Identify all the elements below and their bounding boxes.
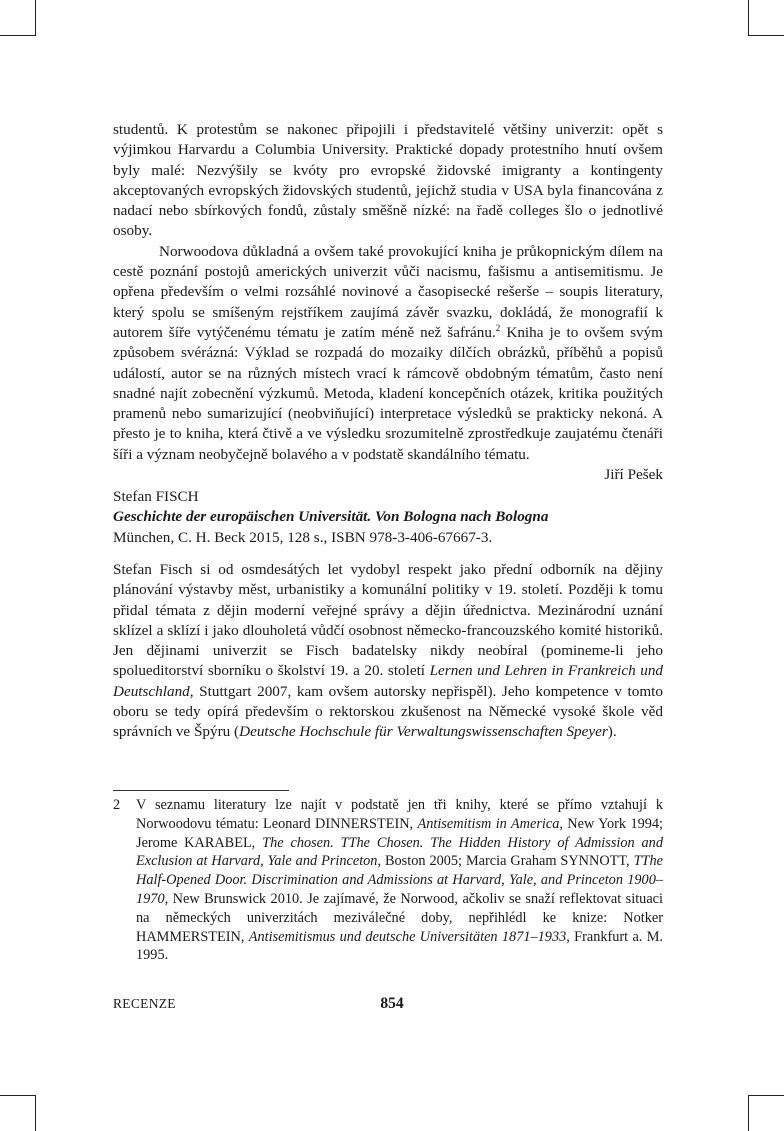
paragraph-text: Norwoodova důkladná a ovšem také provokující kniha je průkopnickým dílem na cestě poznání postojů amerických univerzit vůči nacismu, fašismu a antisemitismu. Je opřena především o velmi rozsáhlé novinové a časopisecké rešerše – soupis literatury, který spolu se smíšeným rejstříkem zaujímá závěr svazku, dokládá, že monografií k autorem šíře vytýčenému tématu je zatím méně než šafránu. [113,242,663,341]
footnote-span: , Frankfurt a. M. 1995. [136,928,663,964]
footnote-span: , New Brunswick 2010. Je zajímavé, že Norwood, ačkoliv se snaží reflektovat situaci na německých univerzitách meziválečné doby, nepřihlédl ke knize: Notker HAMMERSTEIN, [136,890,663,945]
book-author: Stefan FISCH [113,488,199,505]
crop-mark [748,35,784,36]
footnote [113,796,663,965]
paragraph-text: Kniha je to ovšem svým způsobem svérázná: Výklad se rozpadá do mozaiky dílčích obrázků, příběhů a popisů událostí, autor se na různých místech vrací k rámcově obdobným tématům, často není snadné najít zobecnění výzkumů. Metoda, kladení koncepčních otázek, kritika použitých pramenů nebo sumarizující (neobviňující) interpretace výsledků se prakticky nekoná. A přesto je to kniha, která čtivě a ve výsledku srozumitelně zprostředkuje zaujatému čtenáři šíři a význam neobyčejně bolavého a v podstatě skandálního tématu. [113,323,663,463]
footnote-span: V seznamu literatury lze najít v podstatě jen tři knihy, které se přímo vztahují k Norwoodovu tématu: Leonard DINNERSTEIN, [136,797,663,832]
footnote-span: , New York 1994; Jerome KARABEL, [136,815,664,851]
footnote-italic: The chosen. TThe Chosen. The Hidden History of Admission and Exclusion at Harvard, Yale and Princeton [136,834,663,870]
footnote-italic: Antisemitism in America [417,815,560,832]
footnote-ref[interactable]: 2 [495,322,501,333]
footnote-number: 2 [113,797,121,813]
section-label: RECENZE [113,996,176,1011]
footnote-text [136,796,663,965]
crop-mark [748,0,749,36]
page-number: 854 [380,995,404,1012]
paragraph [113,560,663,743]
italic-title: Lernen und Lehren in Frankreich und Deutschland [113,662,664,700]
footnote-span: , Boston 2005; Marcia Graham SYNNOTT, [377,853,634,870]
review-header [113,487,673,548]
crop-mark [35,0,36,36]
publication-info: München, C. H. Beck 2015, 128 s., ISBN 978-3-406-67667-3. [113,528,493,546]
paragraph: studentů. K protestům se nakonec připojili i představitelé většiny univerzit: opět s výjimkou Harvardu a Columbia University. Praktické dopady protestního hnutí ovšem byly malé: Nezvýšily se kvóty pro evropské židovské imigranty a kontingenty akceptovaných evropských židovských studentů, jejichž studia v USA byla financována z nadací nebo sbírkových fondů, zůstaly směšně nízké: na řadě colleges šlo o jednotlivé osoby. [113,121,663,240]
paragraph-text: ). [607,723,617,741]
reviewer-signature: Jiří Pešek [604,466,663,484]
paragraph-text: , Stuttgart 2007, kam ovšem autorsky nepřispěl). Jeho kompetence v tomto oboru se tedy opírá především o rektorskou zkušenost na Německé vysoké škole věd správních ve Špýru ( [113,682,663,741]
footnote-italic: TThe Half-Opened Door. Discrimination and Admissions at Harvard, Yale, and Princeton 1900–1970 [136,853,663,907]
italic-title: Deutsche Hochschule für Verwaltungswissenschaften Speyer [239,723,608,741]
crop-mark [35,1095,36,1131]
crop-mark [748,1095,749,1131]
footnote-divider [113,790,289,791]
crop-mark [748,1095,784,1096]
paragraph [113,242,663,465]
paragraph-text: Stefan Fisch si od osmdesátých let vydobyl respekt jako přední odborník na dějiny plánování výstavby měst, urbanistiky a komunální politiky v 19. století. Později k tomu přidal témata z dějin moderní veřejné správy a dějin úřednictva. Mezinárodní uznání sklízel a sklízí i jako dlouholetá vůdčí osobnost německo-francouzského komité historiků. Jen dějinami univerzit se Fisch badatelsky nikdy neobíral (pomineme-li jeho spolueditorství sborníku o školství 19. a 20. století [113,561,663,680]
book-title: Geschichte der europäischen Universität. Von Bologna nach Bologna [113,508,549,526]
crop-mark [0,35,36,36]
crop-mark [0,1095,36,1096]
review-body [113,560,663,743]
footnote-italic: Antisemitismus und deutsche Universitäten 1871–1933 [248,928,567,945]
previous-review-text [113,120,663,485]
